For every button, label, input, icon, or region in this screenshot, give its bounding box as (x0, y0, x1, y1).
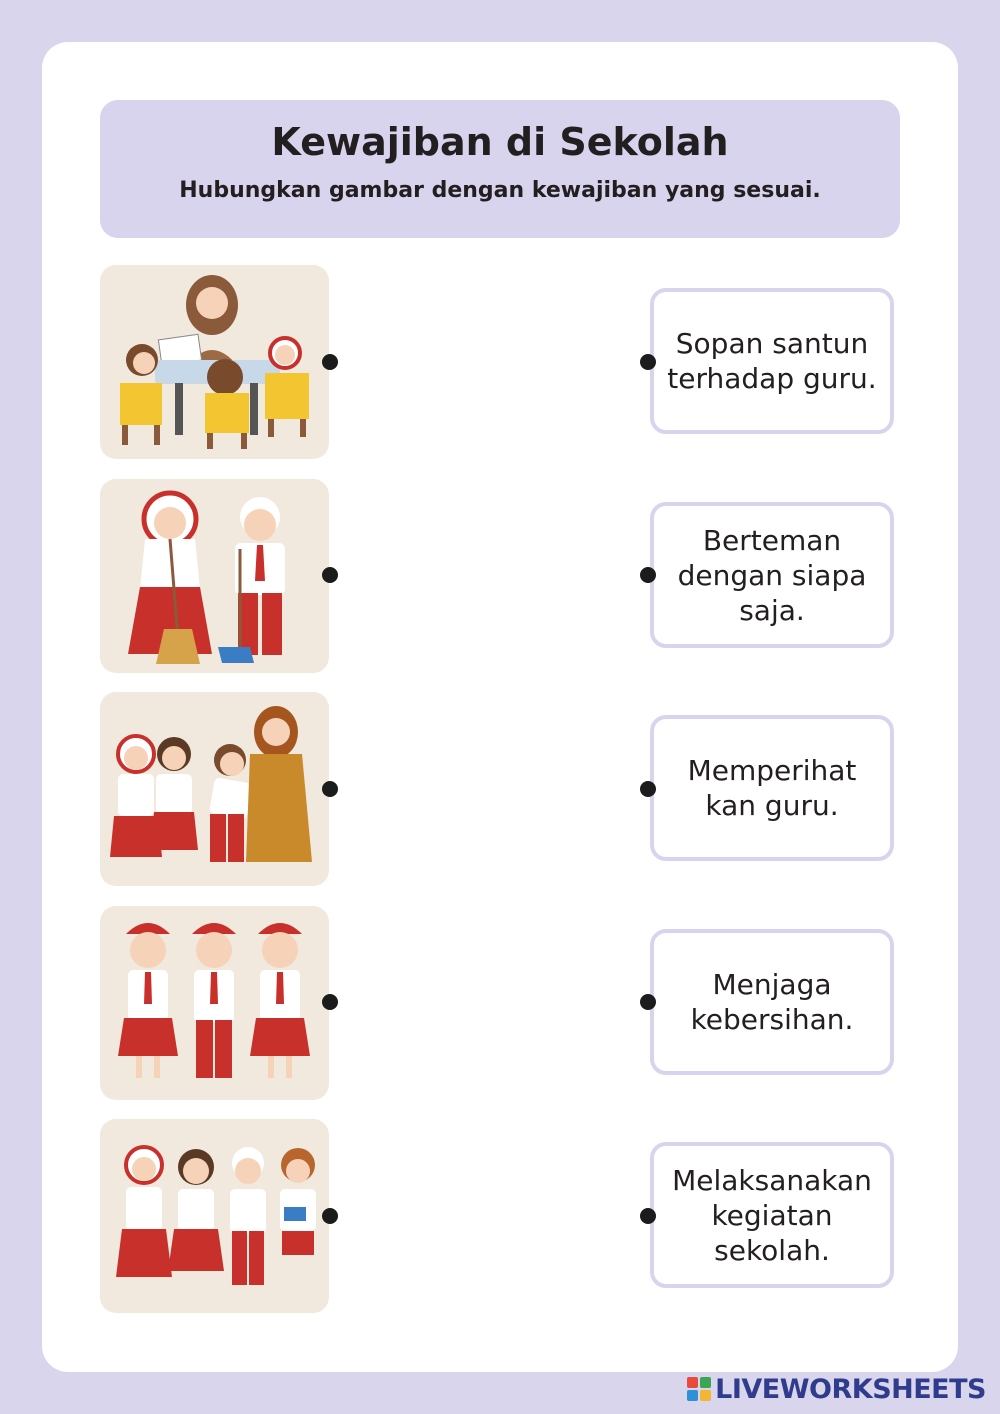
picture-1-connector-dot[interactable] (322, 354, 338, 370)
answer-label-5: Melaksanakan kegiatan sekolah. (672, 1163, 872, 1267)
answer-label-3: Memperihat kan guru. (687, 754, 857, 822)
answer-card-2 (650, 502, 894, 648)
page-title: Kewajiban di Sekolah (271, 120, 729, 164)
picture-2-connector-dot[interactable] (322, 567, 338, 583)
brand-name: LIVEWORKSHEETS (715, 1373, 986, 1405)
picture-5-connector-dot[interactable] (322, 1208, 338, 1224)
instructions: Hubungkan gambar dengan kewajiban yang sesuai. (179, 178, 821, 203)
answer-4-connector-dot[interactable] (640, 994, 656, 1010)
students-greeting-teacher-icon (100, 692, 329, 886)
answer-label-1: Sopan santun terhadap guru. (667, 327, 877, 395)
picture-4-connector-dot[interactable] (322, 994, 338, 1010)
teacher-with-students-icon (100, 265, 329, 459)
answer-card-1 (650, 288, 894, 434)
picture-5 (100, 1119, 329, 1313)
answer-2-connector-dot[interactable] (640, 567, 656, 583)
answer-5-connector-dot[interactable] (640, 1208, 656, 1224)
answer-1-connector-dot[interactable] (640, 354, 656, 370)
answer-card-4 (650, 929, 894, 1075)
answer-3-connector-dot[interactable] (640, 781, 656, 797)
picture-2 (100, 479, 329, 673)
picture-1 (100, 265, 329, 459)
answer-label-2: Berteman dengan siapa saja. (677, 523, 867, 627)
picture-3-connector-dot[interactable] (322, 781, 338, 797)
answer-label-4: Menjaga kebersihan. (690, 968, 854, 1036)
students-cleaning-icon (100, 479, 329, 673)
picture-4 (100, 906, 329, 1100)
header-banner (100, 100, 900, 238)
brand-logo (687, 1374, 986, 1404)
picture-3 (100, 692, 329, 886)
friends-group-icon (100, 1119, 329, 1313)
answer-card-3 (650, 715, 894, 861)
answer-card-5 (650, 1142, 894, 1288)
students-saluting-icon (100, 906, 329, 1100)
liveworksheets-icon (687, 1377, 711, 1401)
